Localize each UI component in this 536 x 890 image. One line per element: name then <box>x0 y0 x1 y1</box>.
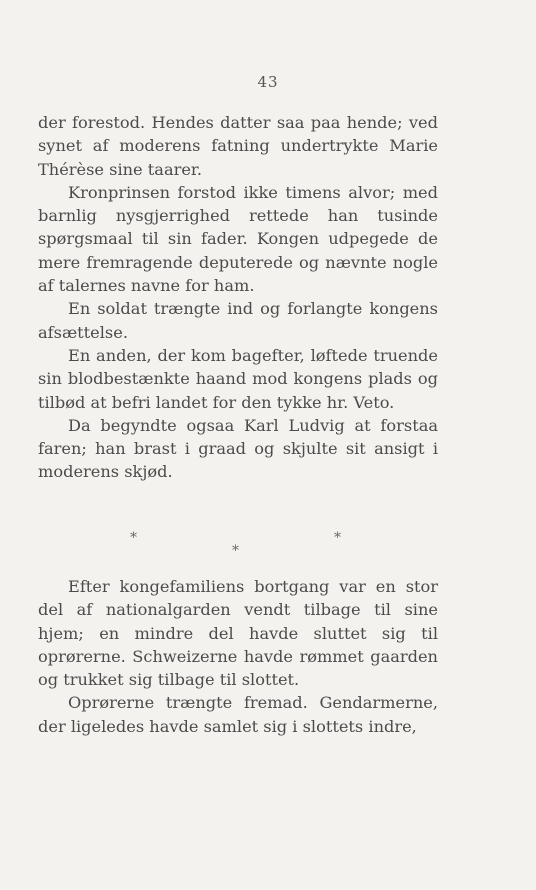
text-section-2 <box>38 575 438 738</box>
asterisk-mark: * <box>232 543 239 559</box>
section-separator <box>0 530 536 570</box>
paragraph: Da begyndte ogsaa Karl Ludvig at forstaa faren; han brast i graad og skjulte sit ansigt i moderens skjød. <box>38 415 438 482</box>
paragraph: Oprørerne trængte fremad. Gendarmerne, der ligeledes havde samlet sig i slottets indre, <box>38 693 438 736</box>
asterisk-mark: * <box>130 530 137 546</box>
page-number: 43 <box>257 73 279 91</box>
asterisk-mark: * <box>334 530 341 546</box>
paragraph: En soldat trængte ind og forlangte kongens afsættelse. <box>38 299 438 342</box>
paragraph: Efter kongefamiliens bortgang var en stor del af nationalgarden vendt tilbage til sine hjem; en mindre del havde sluttet sig til oprørerne. Schweizerne havde rømmet gaarden og trukket sig tilbage til slottet. <box>38 577 438 690</box>
paragraph: der forestod. Hendes datter saa paa hende; ved synet af moderens fatning undertrykte Marie Thérèse sine taarer. <box>38 113 438 179</box>
text-section-1 <box>38 111 438 484</box>
paragraph: Kronprinsen forstod ikke timens alvor; med barnlig nysgjerrighed rettede han tusinde spørgsmaal til sin fader. Kongen udpegede de mere fremragende deputerede og nævnte nogle af talernes navne for ham. <box>38 182 438 296</box>
paragraph: En anden, der kom bagefter, løftede truende sin blodbestænkte haand mod kongens plads og tilbød at befri landet for den tykke hr. Veto. <box>38 345 438 412</box>
